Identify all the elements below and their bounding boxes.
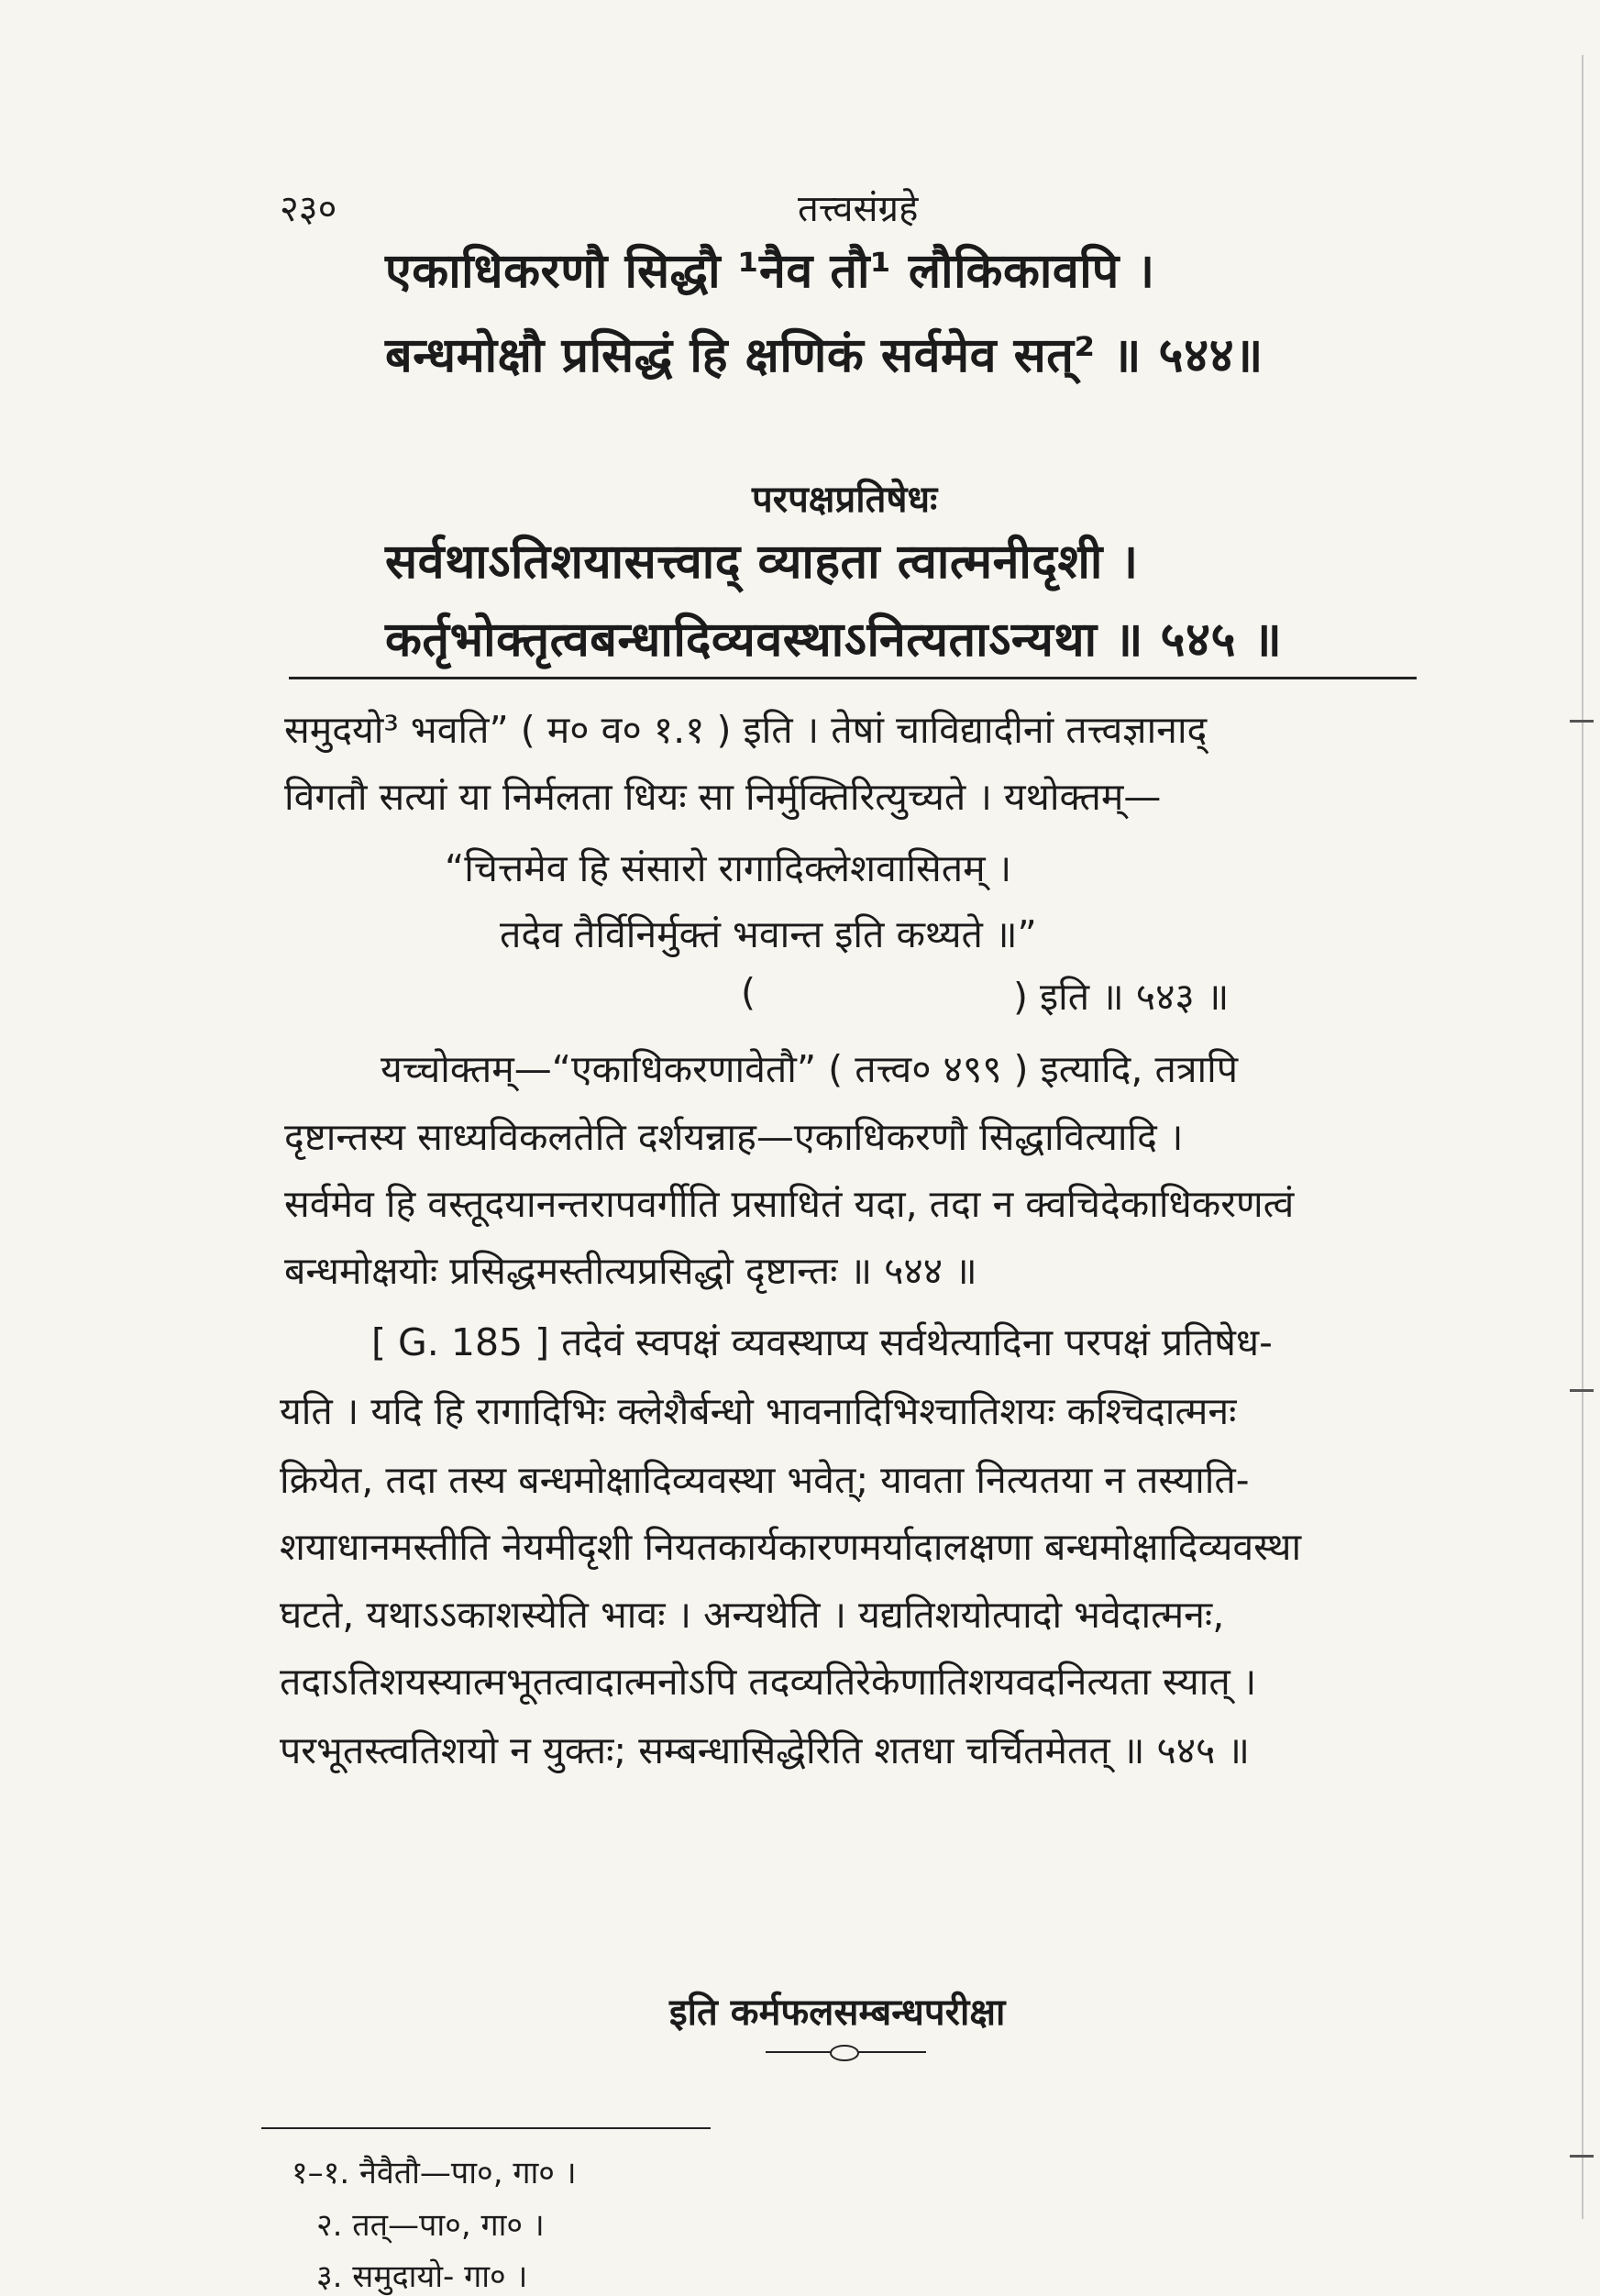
- scan-margin-mark: [1570, 720, 1594, 723]
- quote-line-1: “चित्तमेव हि संसारो रागादिक्लेशवासितम् ।: [445, 846, 1012, 890]
- section-subheading: परपक्षप्रतिषेधः: [752, 479, 938, 521]
- commentary-line: यति । यदि हि रागादिभिः क्लेशैर्बन्धो भावनादिभिश्चातिशयः कश्चिदात्मनः: [280, 1389, 1237, 1433]
- commentary-line: [ G. 185 ] तदेवं स्वपक्षं व्यवस्थाप्य सर्वथेत्यादिना परपक्षं प्रतिषेध-: [371, 1320, 1273, 1364]
- page-number: २३०: [280, 188, 337, 230]
- quote-line-2: तदेव तैर्विनिर्मुक्तं भवान्त इति कथ्यते ॥”: [500, 912, 1037, 956]
- verse-544-line-1: एकाधिकरणौ सिद्धौ ¹नैव तौ¹ लौकिकावपि ।: [385, 244, 1155, 299]
- commentary-line: तदाऽतिशयस्यात्मभूतत्वादात्मनोऽपि तदव्यतिरेकेणातिशयवदनित्यता स्यात् ।: [280, 1660, 1257, 1704]
- running-head: तत्त्वसंग्रहे: [798, 188, 919, 230]
- footnote: १–१. नैवैतौ—पा०, गा० ।: [292, 2155, 577, 2191]
- ornament-dot: [830, 2045, 859, 2061]
- footnote: ३. समुदायो- गा० ।: [316, 2258, 528, 2295]
- commentary-line: परभूतस्त्वतिशयो न युक्तः; सम्बन्धासिद्धेरिति शतधा चर्चितमेतत् ॥ ५४५ ॥: [280, 1728, 1250, 1772]
- commentary-line: समुदयो³ भवति” ( म० व० १.१ ) इति । तेषां चाविद्यादीनां तत्त्वज्ञानाद्: [284, 708, 1208, 752]
- scan-margin-mark: [1570, 1389, 1594, 1392]
- quote-ref-open: (: [741, 970, 756, 1014]
- commentary-line: सर्वमेव हि वस्तूदयानन्तरापवर्गीति प्रसाधितं यदा, तदा न क्वचिदेकाधिकरणत्वं: [284, 1182, 1295, 1226]
- commentary-line: क्रियेत, तदा तस्य बन्धमोक्षादिव्यवस्था भवेत्; यावता नित्यतया न तस्याति-: [280, 1458, 1250, 1502]
- commentary-line: बन्धमोक्षयोः प्रसिद्धमस्तीत्यप्रसिद्धो दृष्टान्तः ॥ ५४४ ॥: [284, 1249, 977, 1293]
- footnote: २. तत्—पा०, गा० ।: [316, 2207, 545, 2244]
- commentary-line: दृष्टान्तस्य साध्यविकलतेति दर्शयन्नाह—एकाधिकरणौ सिद्धावित्यादि ।: [284, 1115, 1184, 1159]
- verse-commentary-divider: [289, 677, 1417, 679]
- scan-margin-line: [1582, 55, 1583, 2219]
- commentary-line: विगतौ सत्यां या निर्मलता धियः सा निर्मुक्तिरित्युच्यते । यथोक्तम्—: [284, 775, 1162, 819]
- scan-margin-mark: [1570, 2155, 1594, 2158]
- commentary-line: घटते, यथाऽऽकाशस्येति भावः । अन्यथेति । यद्यतिशयोत्पादो भवेदात्मनः,: [280, 1593, 1225, 1637]
- verse-545-line-2: कर्तृभोक्तृत्वबन्धादिव्यवस्थाऽनित्यताऽन्यथा ॥ ५४५ ॥: [385, 613, 1283, 668]
- footnote-divider: [261, 2127, 711, 2129]
- quote-ref-close: ) इति ॥ ५४३ ॥: [1013, 975, 1230, 1019]
- verse-545-line-1: सर्वथाऽतिशयासत्त्वाद् व्याहता त्वात्मनीदृशी ।: [385, 535, 1139, 590]
- section-colophon: इति कर्मफलसम्बन्धपरीक्षा: [669, 1992, 1006, 2034]
- commentary-line: यच्चोक्तम्—“एकाधिकरणावेतौ” ( तत्त्व० ४९९ ) इत्यादि, तत्रापि: [381, 1047, 1238, 1091]
- commentary-line: शयाधानमस्तीति नेयमीदृशी नियतकार्यकारणमर्यादालक्षणा बन्धमोक्षादिव्यवस्था: [280, 1525, 1302, 1569]
- verse-544-line-2: बन्धमोक्षौ प्रसिद्धं हि क्षणिकं सर्वमेव सत्² ॥ ५४४॥: [385, 328, 1263, 383]
